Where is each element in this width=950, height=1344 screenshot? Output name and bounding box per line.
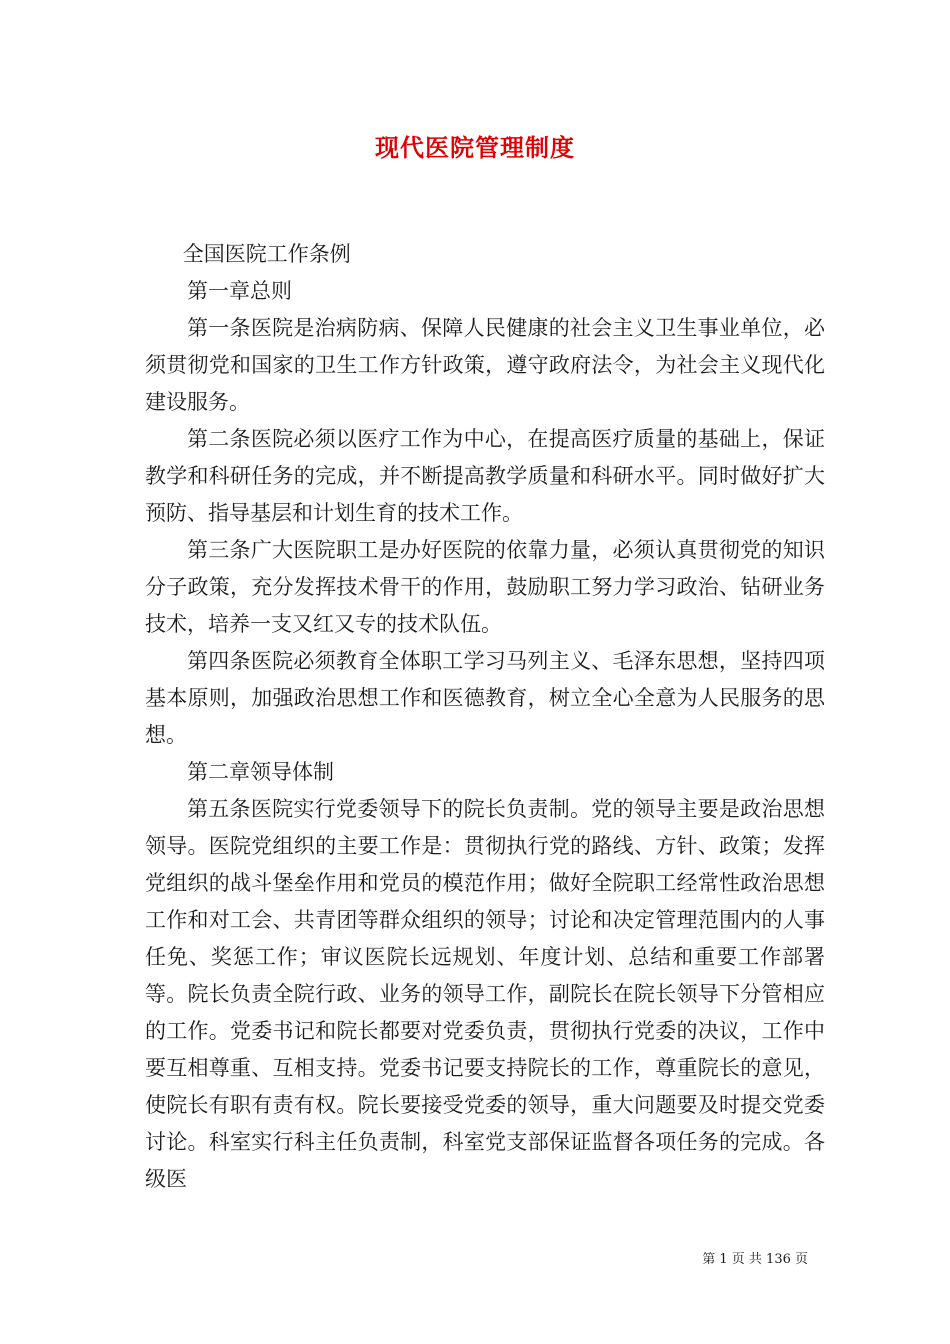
chapter-heading: 第二章领导体制 xyxy=(187,760,334,784)
article-paragraph: 第二条医院必须以医疗工作为中心，在提高医疗质量的基础上，保证教学和科研任务的完成，并不断提高教学质量和科研水平。同时做好扩大预防、指导基层和计划生育的技术工作。 xyxy=(145,427,825,525)
chapter-heading: 第一章总则 xyxy=(187,279,292,303)
document-title: 现代医院管理制度 xyxy=(375,133,575,162)
article-paragraph: 第一条医院是治病防病、保障人民健康的社会主义卫生事业单位，必须贯彻党和国家的卫生工作方针政策，遵守政府法令，为社会主义现代化建设服务。 xyxy=(145,316,825,414)
article-paragraph: 第四条医院必须教育全体职工学习马列主义、毛泽东思想，坚持四项基本原则，加强政治思想工作和医德教育，树立全心全意为人民服务的思想。 xyxy=(145,649,825,747)
page-number: 第 1 页 共 136 页 xyxy=(702,1252,808,1267)
regulation-name: 全国医院工作条例 xyxy=(182,242,351,266)
document-body xyxy=(145,236,825,1198)
article-paragraph: 第三条广大医院职工是办好医院的依靠力量，必须认真贯彻党的知识分子政策，充分发挥技术骨干的作用，鼓励职工努力学习政治、钻研业务技术，培养一支又红又专的技术队伍。 xyxy=(145,538,825,636)
article-paragraph: 第五条医院实行党委领导下的院长负责制。党的领导主要是政治思想领导。医院党组织的主要工作是：贯彻执行党的路线、方针、政策；发挥党组织的战斗堡垒作用和党员的模范作用；做好全院职工经常性政治思想工作和对工会、共青团等群众组织的领导；讨论和决定管理范围内的人事任免、奖惩工作；审议医院长远规划、年度计划、总结和重要工作部署等。院长负责全院行政、业务的领导工作，副院长在院长领导下分管相应的工作。党委书记和院长都要对党委负责，贯彻执行党委的决议，工作中要互相尊重、互相支持。党委书记要支持院长的工作，尊重院长的意见，使院长有职有责有权。院长要接受党委的领导，重大问题要及时提交党委讨论。科室实行科主任负责制，科室党支部保证监督各项任务的完成。各级医 xyxy=(145,797,825,1191)
